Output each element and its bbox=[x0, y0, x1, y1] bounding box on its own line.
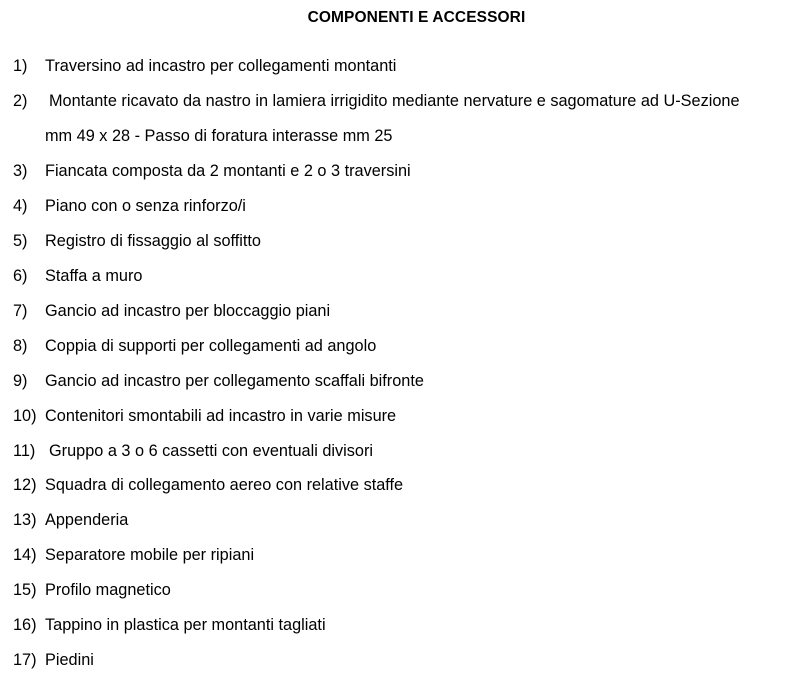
item-number: 15) bbox=[13, 581, 37, 599]
item-number: 3) bbox=[13, 162, 28, 180]
item-text: Separatore mobile per ripiani bbox=[45, 546, 255, 564]
item-text: Gruppo a 3 o 6 cassetti con eventuali divisori bbox=[49, 442, 373, 460]
item-number: 12) bbox=[13, 476, 37, 494]
item-text: Profilo magnetico bbox=[45, 581, 171, 599]
item-text: Squadra di collegamento aereo con relative staffe bbox=[45, 476, 404, 494]
document-title: COMPONENTI E ACCESSORI bbox=[307, 9, 526, 26]
item-text: Gancio ad incastro per bloccaggio piani bbox=[45, 302, 331, 320]
item-text: Piano con o senza rinforzo/i bbox=[45, 197, 246, 215]
item-text: Fiancata composta da 2 montanti e 2 o 3 traversini bbox=[45, 162, 411, 180]
item-text: Piedini bbox=[45, 651, 94, 669]
item-number: 1) bbox=[13, 57, 28, 75]
item-number: 4) bbox=[13, 197, 28, 215]
item-number: 10) bbox=[13, 407, 37, 425]
item-text-continuation: mm 49 x 28 - Passo di foratura interasse mm 25 bbox=[45, 127, 393, 145]
item-text: Traversino ad incastro per collegamenti montanti bbox=[45, 57, 397, 75]
item-text: Coppia di supporti per collegamenti ad angolo bbox=[45, 337, 377, 355]
item-text: Appenderia bbox=[45, 511, 129, 529]
item-text: Staffa a muro bbox=[45, 267, 143, 285]
item-number: 6) bbox=[13, 267, 28, 285]
item-number: 7) bbox=[13, 302, 28, 320]
item-text: Registro di fissaggio al soffitto bbox=[45, 232, 261, 250]
item-text: Contenitori smontabili ad incastro in varie misure bbox=[45, 407, 397, 425]
item-number: 5) bbox=[13, 232, 28, 250]
item-number: 13) bbox=[13, 511, 37, 529]
item-text: Gancio ad incastro per collegamento scaffali bifronte bbox=[45, 372, 424, 390]
item-number: 11) bbox=[13, 442, 36, 460]
item-number: 16) bbox=[13, 616, 37, 634]
item-number: 2) bbox=[13, 92, 28, 110]
item-text: Montante ricavato da nastro in lamiera irrigidito mediante nervature e sagomature ad U-Sezione bbox=[49, 92, 740, 110]
item-number: 14) bbox=[13, 546, 37, 564]
item-number: 17) bbox=[13, 651, 37, 669]
item-number: 8) bbox=[13, 337, 28, 355]
item-number: 9) bbox=[13, 372, 28, 390]
item-text: Tappino in plastica per montanti tagliati bbox=[45, 616, 326, 634]
